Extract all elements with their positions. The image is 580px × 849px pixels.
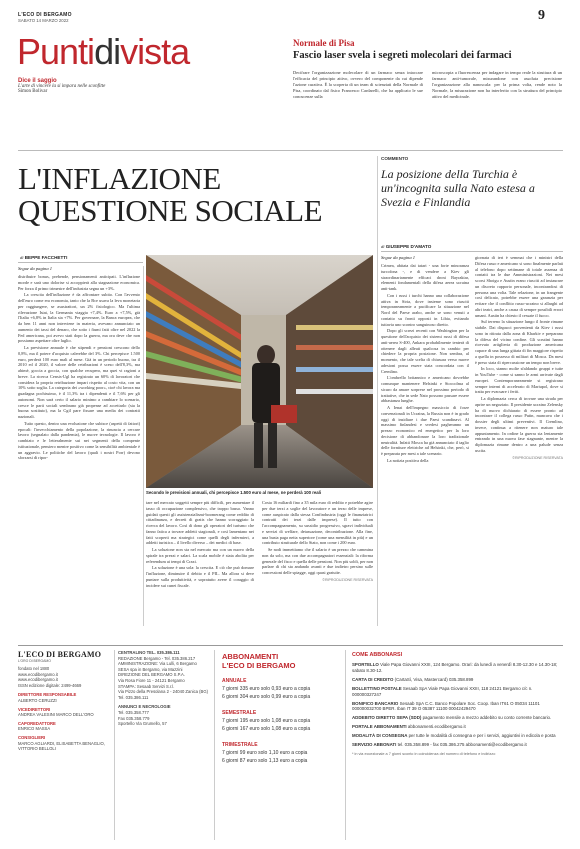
come-item-6: [352, 724, 562, 730]
section-title-part3: vista: [120, 31, 190, 72]
come-item-4: [352, 701, 562, 713]
come-item-8: [352, 742, 562, 748]
annunci-line-3: Sportello Via Grumello, 57: [118, 721, 167, 727]
staff-heading: DIRETTORE RESPONSABILE: [18, 692, 77, 698]
come-item-7-label: MODALITÀ DI CONSEGNA: [352, 733, 408, 739]
centralino-line-2: REDAZIONE Bergamo - Tel. 035.386.217: [118, 655, 196, 661]
main-col2-p2: La soluzione non sta nel mercato ma con un nuovo della spirale tra prezzi e salari. La scala mobile è stata abolita per referendum ai tempi di Craxi.: [146, 547, 254, 564]
centralino-line-1: CENTRALINO TEL. 035.386.111: [118, 650, 180, 655]
top-story-col2: microscopia a fluorescenza per indagare in tempo reale la struttura di un farmaco anti-tumorale, misurandone con assoluta precisione l'organizzazione alla nanoscala: per la prima volta, rende noto la Normale, la misurazione non ha interferito con la struttura del principio attivo del medicinale.: [432, 70, 562, 99]
footer-website-2[interactable]: www.ecodibergamo.it: [18, 677, 58, 683]
come-abbonarsi-note: * in via eccezionale a 7 giorni sconto in coincidenza del numero di telefono e indirizzo: [352, 751, 496, 756]
staff2-names: ANDREA VALESINI MARCO DELL'ORO: [18, 712, 94, 718]
section-title: [17, 33, 189, 71]
come-item-7: [352, 733, 562, 739]
main-col1: [18, 266, 140, 462]
come-item-2: [352, 677, 562, 683]
come-abbonarsi-block: [352, 652, 562, 756]
main-headline: [18, 163, 378, 227]
top-story: [293, 38, 563, 62]
come-abbonarsi-title: COME ABBONARSI: [352, 652, 403, 658]
staff3-names: ENRICO MASSA: [18, 726, 51, 732]
quote-heading: Dice il saggio: [18, 78, 57, 84]
come-item-3-text: Sesaab SpA Viale Papa Giovanni XXIII, 118 24121 Bergamo c/c n. 000000327247: [352, 685, 533, 697]
centralino-line-7: STAMPA: Sesaab Servizi S.r.l.: [118, 683, 175, 689]
footer-website[interactable]: www.ecodibergamo.it: [18, 671, 58, 677]
main-byline-name: BEPPE FACCHETTI: [24, 255, 68, 260]
commento-headline: La posizione della Turchia è un'incognita sulla Nato estesa a Svezia e Finlandia: [381, 167, 535, 209]
main-col2-p3: La soluzione è una sola: la crescita. E ciò che può domare l'inflazione, diminuire il debito e il PIL. Ma allora si deve puntare sulla produttività, e sopratutto avere il coraggio di incidere sui cunei fiscale.: [146, 565, 254, 588]
main-col3: [262, 500, 373, 584]
supermarket-photo-art: [146, 255, 373, 488]
come-item-6-link[interactable]: abbonamenti.ecodibergamo.it: [407, 724, 466, 730]
commento-col1-p2: Con i russi i turchi hanno una collaborazione attiva in Siria, dove insieme sono riusciti temporaneamente a pacificare la situazione nel Nord del Paese arabo, anche se sono venuti a contatto su fronti opposti in Libia, evitando tuttavia uno scontro sanguinoso diretto.: [381, 292, 469, 327]
main-byline: [20, 255, 67, 260]
quote-author: Simon Bolivar: [18, 89, 48, 94]
main-headline-line1: L'INFLAZIONE: [18, 161, 221, 196]
supermarket-photo: [146, 255, 373, 488]
come-item-1-text: Viale Papa Giovanni XXIII, 124 Bergamo. Orari: da lunedì a venerdì 8.30-12.30 e 14.30-18; sabato 8.30-12.: [352, 662, 558, 673]
come-item-8-label: SERVIZIO ABBONATI: [352, 742, 397, 748]
main-col1-p4: Tutto questo, dentro una evoluzione che subisce (aspetti di fattori) epocali: l'invecchiamento della popolazione, la rinuncia a cercare lavoro (segnalato dalla pandemia), le nuove tecnologie. Il lavoro è cambiato e le letteralmente sui nei segmenti della compente istituzionale, pensiero mentre positivo come la sensibilità ambientale è un aggravio. Le politiche del lavoro (quali i nostri Porr) devono sforzarsi di ripor-: [18, 420, 140, 461]
annunci-line-2: Fax 035.358.779: [118, 715, 150, 721]
quote-box: [18, 78, 218, 94]
come-item-7-text: per tutte le modalità di consegna e per i servizi, aggiuntivi in edicola e posta: [408, 733, 556, 739]
centralino-line-5: DIREZIONE DEL BERGAMO S.P.A.: [118, 672, 186, 678]
come-item-1: [352, 662, 562, 674]
come-item-4-text: Sesaab SpA C.C. Banco Popolare Soc. Coop. Iban IT61 O 05034 11101 000000032700 BPER. Iban IT 39 O 05387 11100 00042429470: [352, 700, 540, 712]
footer-logo-sub: L'ORO DI BERGAMO: [18, 659, 51, 663]
come-item-4-label: BONIFICO BANCARIO: [352, 700, 399, 706]
annuale-line-1: 7 giorni 335 euro solo 0,93 euro a copia: [222, 686, 311, 692]
centralino-line-4: SESA spa in Bergamo, via Mazzini: [118, 666, 183, 672]
come-item-3: [352, 686, 562, 698]
annunci-line-1: Tel. 035.358.777: [118, 709, 149, 715]
main-col1-p3: La previsione annuale è che stipendi e pensioni crescono dello 0,8%, ma il potere d'acquisto calerebbe del 3%. Chi percepisce 1.500 euro, perderà 100 euro mali al mese. Già in un periodo buono, tra il 2010 ed il 2020, il valore delle retribuzioni è sceso dell'8,3%, ma ahimè, goccia a goccia, con qualche recupero, ma quei vi ragioni a breve. La ricerca Censis-Ugl ha registrato un 60% di lavoratori che considera la propria retribuzione impari rispetto al costo vita, con un 10% sotto soglia. La categoria dei «working poor», cioè chi lavora ma guadagna pochissimo, è il 11,3% tra i dipendenti e il 7,6% per gli autonomi. Non sarà certo il salario minimo a cambiare lo scenario, cresce le parti sociali sembrano già propense ad accettarlo (sta la buona sostituto), ma la Cgil pare fissare una media dei contratti nazionali.: [18, 345, 140, 419]
abbonamenti-title-1: ABBONAMENTI: [222, 652, 279, 661]
commento-byline-name: GIUSEPPE D'AMATO: [385, 244, 432, 249]
top-story-kicker: Normale di Pisa: [293, 38, 355, 48]
centralino-line-9: Tel. 035.386.111: [118, 694, 149, 700]
footer-issn: ISSN edizione digitale: 2499-4669: [18, 682, 82, 688]
commento-byline: [381, 244, 431, 249]
commento-col1: [381, 255, 469, 465]
commento-byline-prefix: di: [381, 244, 385, 249]
footer-centralino: [118, 650, 210, 727]
semestrale-label: SEMESTRALE: [222, 710, 257, 716]
main-col2: [146, 500, 254, 589]
quote-text: L'arte di vincere la si impara nelle sconfitte: [18, 84, 106, 89]
come-item-2-text: (CartaSì, Visa, Mastercard) 035.358.899: [394, 676, 474, 682]
annuale-line-2: 6 giorni 304 euro solo 0,99 euro a copia: [222, 693, 311, 700]
main-signature: ©RIPRODUZIONE RISERVATA: [322, 577, 373, 582]
semestrale-line-1: 7 giorni 195 euro solo 1,08 euro a copia: [222, 718, 311, 724]
masthead: [18, 12, 218, 23]
commento-col2-p1: giornata di ieri è semmai che i ministri della Difesa russo e americano si sono finalmente parlati al telefono dopo settimane di totale assenza di contatti tra le due Amministrazioni. Nei mesi scorsi Shoigu e Austin erano riusciti ad instaurare un discreto rapporto personale, incontrandosi di persona una volta. Tale relazione, in un frangente così delicato, potrebbe essere una garanzia per evitare che il conflitto russo-ucraino si allarghi ad altri teatri, anche a causa di sempre possibili errori umani. Austin ha chiesto il cessate il fuoco.: [475, 255, 563, 318]
commento-col1-p6: La notizia positiva della: [387, 457, 429, 463]
main-byline-prefix: di: [20, 255, 24, 260]
footer-masthead: [18, 650, 110, 752]
staff4-names: MARCO AGLIARDI, ELISABETTA BENAGLIO, VITTORIO BELLOLI: [18, 740, 105, 752]
top-story-col1: Decifrare l'organizzazione molecolare di un farmaco senza intaccare l'efficacia del principio attivo, ovvero del componente da cui dipende l'azione curativa. È la scoperta di un team di scienziati della Normale di Pisa, coordinato dal fisico Francesco Cardarelli, che ha applicato le sue conoscenze sulla: [293, 70, 423, 99]
commento-col2: [475, 255, 563, 461]
section-title-part1: Punti: [17, 31, 95, 72]
come-item-5: [352, 715, 562, 721]
paper-name: L'ECO DI BERGAMO: [18, 12, 72, 18]
photo-caption: Secondo le previsioni annuali, chi percepisce 1.500 euro al mese, ne perderà 100 reali: [146, 490, 322, 495]
main-continued: Segue da pagina 1: [18, 266, 53, 271]
annuale-label: ANNUALE: [222, 678, 247, 684]
abbonamenti-title-2: L'ECO DI BERGAMO: [222, 661, 296, 670]
staff-name: ALBERTO CERUZZI: [18, 697, 57, 703]
staff2-heading: VICEDIRETTORI: [18, 706, 51, 712]
commento-continued: Segue da pagina 1: [381, 255, 416, 260]
come-item-1-label: SPORTELLO: [352, 662, 379, 667]
commento-col1-p5: A Ienai dell'impegno massiccio di forze convenzionali in Ucraina, la Russia non è in grado oggi di insidiare i due Paesi scandinavi. Al massimo finlandesi e svedesi pagheranno un prezzo economico ed energetico per la loro decisione di abbandonare la loro tradizionale neutralità. Infatti Mosca ha già annunciato il taglio delle forniture elettriche ad Helsinki, che, però, si è preparata per mesi a tale scenario.: [381, 405, 469, 456]
centralino-line-3: AMMINISTRAZIONE: Via Lulli, 6 Bergamo: [118, 661, 197, 667]
commento-col2-p3: In loco, stanno molte sfaldando gruppi e tutte in YouTube - come si sanno le armi arrivate dagli europei. Contemporaneamente si registrano sempre interni di accelerato di Mariupol, dove si tratta per evacuare i feriti.: [475, 366, 563, 395]
trimestrale-line-1: 7 giorni 99 euro solo 1,10 euro a copia: [222, 750, 308, 756]
issue-date: SABATO 14 MARZO 2022: [18, 18, 69, 23]
footer-logo: L'ECO DI BERGAMO: [18, 650, 102, 659]
section-title-part2: di: [94, 31, 121, 72]
come-item-5-label: ADDEBITO DIRETTO SEPA (SDD): [352, 715, 422, 721]
commento-label: COMMENTO: [381, 156, 409, 161]
main-col3-p1: Costa 16 miliardi fino a 35 mila euro di reddito e potrebbe agire per due terzi a soglie del lavoratore e un terzo delle imprese, come auspicato dalla stessa Confindustria (oggi le finanziatrici contratti dei terzi dalle imprese). Il tutto con l'accompagnamento, su sussidio progressivo, sgravi individuali e servizi di welfare, detassazione, decontribuzione. Alla fine, una busta paga netta superiore (come una mensilità in più) e un contributo strutturale dello Stato, non come i 200 euro.: [262, 500, 373, 546]
commento-signature: ©RIPRODUZIONE RISERVATA: [512, 455, 563, 460]
page-number: 9: [538, 8, 545, 23]
commento-col1-p1: Crimea, abitata dai tatari - una forte minoranza turcofona -, e di vendere a Kiev gli straordinariamente efficaci droni Bayraktar, elementi fondamentali della difesa aerea ucraina anti-tank.: [381, 263, 469, 291]
commento-col2-p4: La diplomazia cerca di trovare una strada per aprire un negoziato. Il presidente ucraino Zelensky ha di nuovo dichiarato di essere pronto ad incontrare il collega russo Putin, mancava che i dossier degli ultimi preventivi. Il Cremlino, invece, continua a ritenere non maturo tale appuntamento. In ordine la guerra sta lentamente entrando in una nuova fase stagnante, mentre la diplomazia rimane dentro a una palude senza uscita.: [475, 396, 563, 453]
footer-founded: fondato nel 1880: [18, 666, 50, 671]
semestrale-line-2: 6 giorni 167 euro solo 1,08 euro a copia: [222, 725, 311, 732]
come-item-6-label: PORTALE ABBONAMENTI: [352, 724, 407, 730]
commento-block: [381, 156, 563, 209]
trimestrale-line-2: 6 giorni 87 euro solo 1,13 euro a copia: [222, 757, 308, 764]
centralino-line-6: Via Rosa Fiore 11 - 24121 Bergamo: [118, 677, 185, 683]
come-item-2-label: CARTA DI CREDITO: [352, 676, 394, 682]
main-col1-p2: La crescita dell'inflazione è da affrontare subito. Con l'avvento dell'euro come era economia, tanto che la Bce usava la leva monetaria per raggiungere, se asustrattori, un 2% fisiologico. Ma l'ultima rilevazione Istat, la Germania viaggia +7,4%. Euro a +7,5%, già l'Italia +6,8% in Italia sia +7%. Per governare, la Banca europea, che da ben 11 anni non interviene in materia, avevano annunciato un aumento dei tassi del denaro, che sotto i fiumi fatti oltre nel 2022 la Fed americana, poi avevo stati dopo la guerra, ma ora deve che non possiamo aspettare oltre luglio.: [18, 292, 140, 344]
top-story-headline: Fascio laser svela i segreti molecolari dei farmaci: [293, 50, 512, 61]
main-col1-p1: distribuire bonus, prebende, pensionamenti anticipati. L'inflazione morde e sarà uno dolorise si accoppierà alla stagnazione economica. Per forza il primo trimestre dell'industria segna un +3%.: [18, 274, 140, 291]
main-col3-p2: Se nodi immettiamo che il salario è un prezzo che cammina non da solo, ma con due accompagnatori essenziali: la riforma generale del fisco e quella delle pensioni. Non più soldi, per non parlare di chi sta andando avanti e due indietro persino sulle concessioni delle spiagge, oggi quasi gratuite.: [262, 547, 373, 575]
staff3-heading: CAPOREDATTORE: [18, 720, 56, 726]
commento-col2-p2: Sul terreno la situazione lungo il fronte rimane stabile. Dai dispacci provenienti da Kiev i russi sono in ritirata dalla zona di Kharkiv e preparano la difesa del vicino confine. Gli scrutini hanno ricevuto artiglieria di produzione americana capace di una lunga gittata di fin maggiore rispetto a quella in possesso di militari di Mosca. Da mesi è preso stata di ripercussione un tempo non breve.: [475, 319, 563, 365]
centralino-line-8: Via Pizzo della Presolana 2 - 24040 Zanica (BG): [118, 689, 209, 695]
main-col2-p1: tare nel mercato soggetti sempre più difficili, per aumentare il tasso di occupazione complessivo, che troppo basso. Vanno guidati questi gli assistenzialismi-boomerang come reddito di cittadinanza, e decreti di gratis che hanno scoraggiato la ricerca del lavoro. Così di dono gli operatori del turismo che fanno fatica a trovare addetti stagionali, e così lamentano nei fatti scoperti ma strategici come quelli degli infermieri, a addetti turistica – il livello diverso – dei medici di base.: [146, 500, 254, 546]
staff4-heading: CONSIGLIERI: [18, 734, 46, 740]
annunci-heading: ANNUNCI E NECROLOGIE: [118, 704, 171, 710]
commento-col1-p3: Dopo gli screzi recenti con Washington per la questione dell'acquisto dei sistemi russi di difesa anti-aerea S-400, Ankara probabilmente tenterà di ottenere dagli alleati qualcosa in cambio per chiedere la propria posizione. Non sembra, al momento, che tale scelta di chiusura verso nuove adesioni possa essere stata concordata con il Cremlino.: [381, 328, 469, 374]
commento-col1-p4: L'ombrello britannico e americano dovrebbe comunque mantenere Helsinki e Stoccolma al sicuro da amare sorprese nel prossimo periodo di trattative, che in sede Nato possono passare essere abbastanza lunghe.: [381, 375, 469, 404]
main-headline-line2: QUESTIONE SOCIALE: [18, 193, 323, 228]
come-item-8-text: tel. 035.358.899 - fax 035.386.275 abbonamenti@ecodibergamo.it: [397, 742, 527, 748]
come-item-3-label: BOLLETTINO POSTALE: [352, 685, 402, 691]
abbonamenti-block: [222, 652, 340, 765]
come-item-5-text: pagamento mensile a mezzo addebito su conto corrente bancario.: [422, 715, 552, 721]
trimestrale-label: TRIMESTRALE: [222, 742, 258, 748]
